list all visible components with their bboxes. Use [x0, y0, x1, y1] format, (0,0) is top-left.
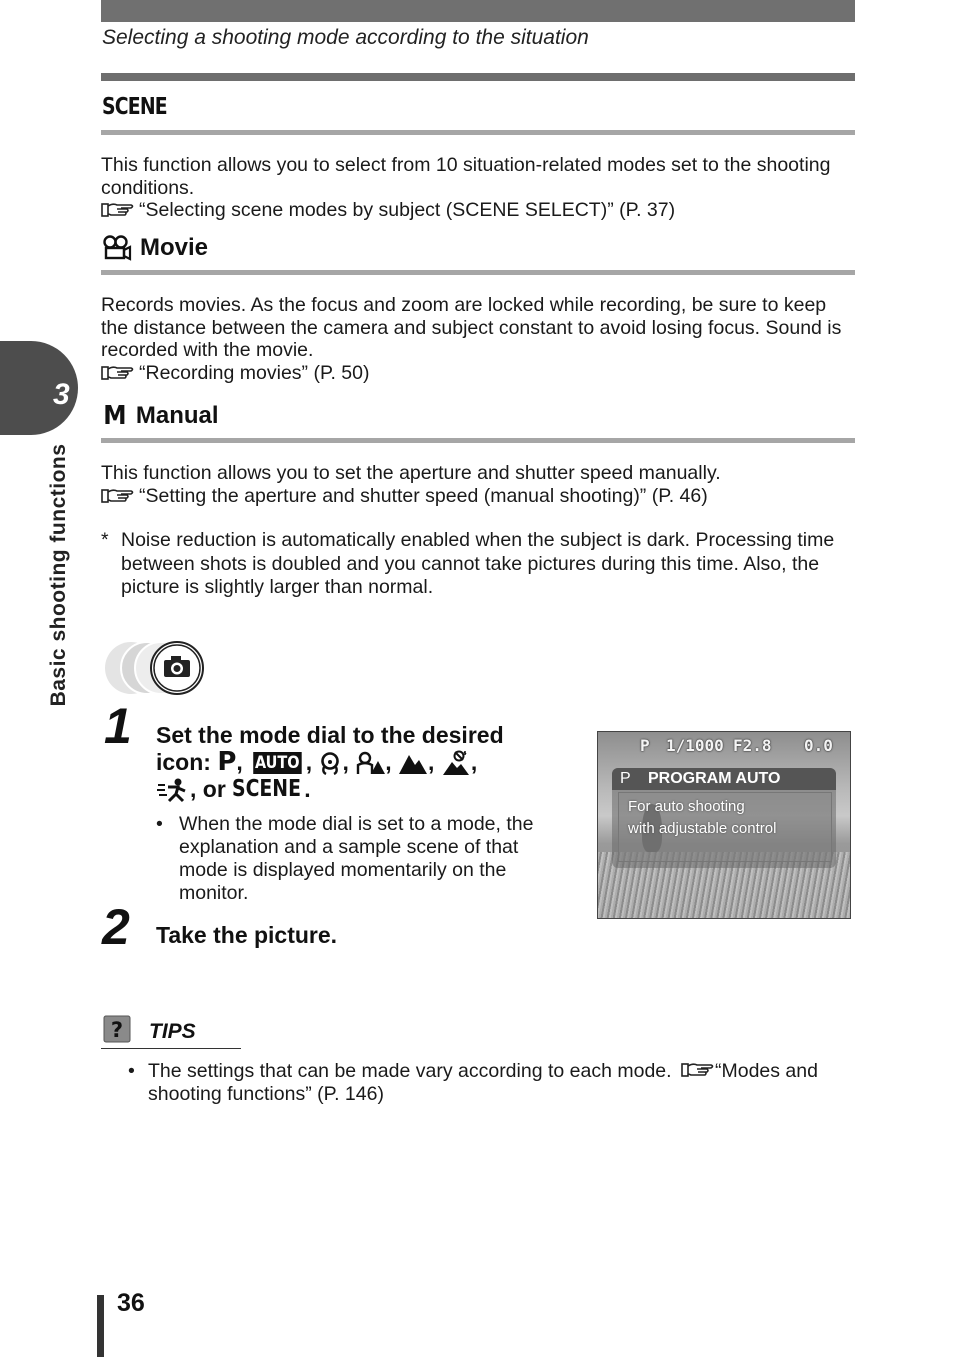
tips-bullet: [128, 1060, 855, 1106]
note-marker: *: [101, 529, 109, 551]
scene-reference-text: “Selecting scene modes by subject (SCENE SELECT)” (P. 37): [139, 199, 676, 221]
tips-reference-text: “Modes and shooting functions” (P. 146): [148, 1060, 818, 1105]
manual-section-body: [101, 462, 855, 507]
step-1-title-line2: [156, 749, 576, 776]
portrait-mode-icon: [318, 751, 342, 775]
manual-reference-text: “Setting the aperture and shutter speed (manual shooting)” (P. 46): [139, 484, 708, 507]
movie-reference-text: “Recording movies” (P. 50): [139, 361, 370, 384]
separator: ,: [385, 749, 399, 775]
header-title: Selecting a shooting mode according to the situation: [102, 26, 589, 49]
pointing-hand-icon: [101, 487, 135, 505]
tips-rule: [101, 1048, 241, 1049]
step-1-title-line3: [156, 776, 576, 803]
scene-description: This function allows you to select from 10 situation-related modes set to the shooting conditions.: [101, 154, 831, 199]
step-1-bullet: [156, 813, 546, 905]
tips-icon-glyph: ?: [110, 1018, 124, 1042]
bullet-dot: •: [128, 1060, 135, 1082]
shooting-mode-camera-icon: [103, 640, 215, 701]
step-1-icon-prefix: icon:: [156, 749, 218, 775]
tips-text: The settings that can be made vary according to each mode.: [148, 1060, 672, 1082]
movie-rule: [101, 270, 855, 275]
scene-rule: [101, 130, 855, 135]
screen-panel-header: [612, 768, 836, 790]
manual-reference: [101, 485, 855, 508]
landscape-portrait-mode-icon: [355, 751, 385, 775]
screen-desc-line1: For auto shooting: [628, 798, 745, 815]
step-1-title: [156, 722, 576, 803]
manual-description: This function allows you to set the aperture and shutter speed manually.: [101, 462, 721, 484]
scene-reference: [101, 199, 855, 222]
movie-section-title: [102, 234, 208, 262]
screen-aperture: F2.8: [733, 736, 772, 755]
step-1-number: 1: [104, 698, 132, 754]
screen-desc-line2: with adjustable control: [628, 820, 777, 837]
manual-title-text: Manual: [135, 402, 219, 429]
bullet-dot: •: [156, 813, 163, 835]
note-text: Noise reduction is automatically enabled when the subject is dark. Processing time between shots is doubled and you cannot take pictures during this time. Also, the picture is slightly larger than normal.: [121, 529, 835, 598]
separator: ,: [236, 749, 250, 775]
screen-mode: P: [640, 736, 650, 755]
monitor-screen: [597, 731, 851, 919]
manual-rule: [101, 438, 855, 443]
pointing-hand-icon: [101, 201, 135, 219]
page-number-bar: [97, 1295, 104, 1357]
scene-title-text: SCENE: [102, 94, 167, 120]
step-2-number: 2: [102, 899, 130, 955]
landscape-mode-icon: [398, 751, 428, 775]
tips-title: TIPS: [149, 1020, 196, 1043]
noise-reduction-note: [101, 529, 855, 600]
program-mode-icon: P: [217, 747, 237, 777]
movie-reference: [101, 362, 855, 385]
or-text: , or: [190, 776, 233, 802]
separator: ,: [470, 749, 484, 775]
chapter-number: 3: [53, 378, 70, 411]
screen-panel-mode: P: [620, 770, 631, 787]
manual-section-title: [102, 401, 219, 431]
tips-icon: [103, 1015, 131, 1048]
header-rule: [101, 73, 855, 81]
screen-exposure: 0.0: [804, 736, 833, 755]
pointing-hand-icon: [681, 1061, 715, 1079]
movie-title-text: Movie: [140, 234, 209, 261]
sport-mode-icon: [156, 777, 190, 803]
pointing-hand-icon: [101, 364, 135, 382]
step-1-bullet-text: When the mode dial is set to a mode, the explanation and a sample scene of that mode is displayed momentarily on the monitor.: [179, 813, 534, 904]
separator: ,: [428, 749, 441, 775]
movie-camera-icon: [102, 235, 132, 261]
tips-bullet-text: [148, 1060, 855, 1106]
scene-mode-icon: SCENE: [232, 776, 302, 802]
night-scene-mode-icon: [441, 750, 471, 776]
scene-section-title: [102, 94, 181, 120]
separator: ,: [342, 749, 356, 775]
screen-shutter: 1/1000: [666, 736, 724, 755]
scene-section-body: [101, 154, 855, 222]
separator: ,: [305, 749, 319, 775]
step-2-title: Take the picture.: [156, 922, 338, 948]
chapter-label: Basic shooting functions: [47, 443, 70, 707]
movie-description: Records movies. As the focus and zoom are locked while recording, be sure to keep the distance between the camera and subject constant to avoid losing focus. Sound is recorded with the movie.: [101, 294, 842, 361]
screen-panel-title: PROGRAM AUTO: [648, 770, 781, 787]
manual-mode-icon: M: [103, 401, 127, 431]
movie-section-body: [101, 294, 855, 384]
period: .: [304, 776, 311, 802]
step-1-title-line1: Set the mode dial to the desired: [156, 722, 504, 748]
auto-mode-icon: AUTO: [255, 752, 300, 773]
page-number: 36: [117, 1289, 145, 1317]
header-bar: [101, 0, 855, 22]
